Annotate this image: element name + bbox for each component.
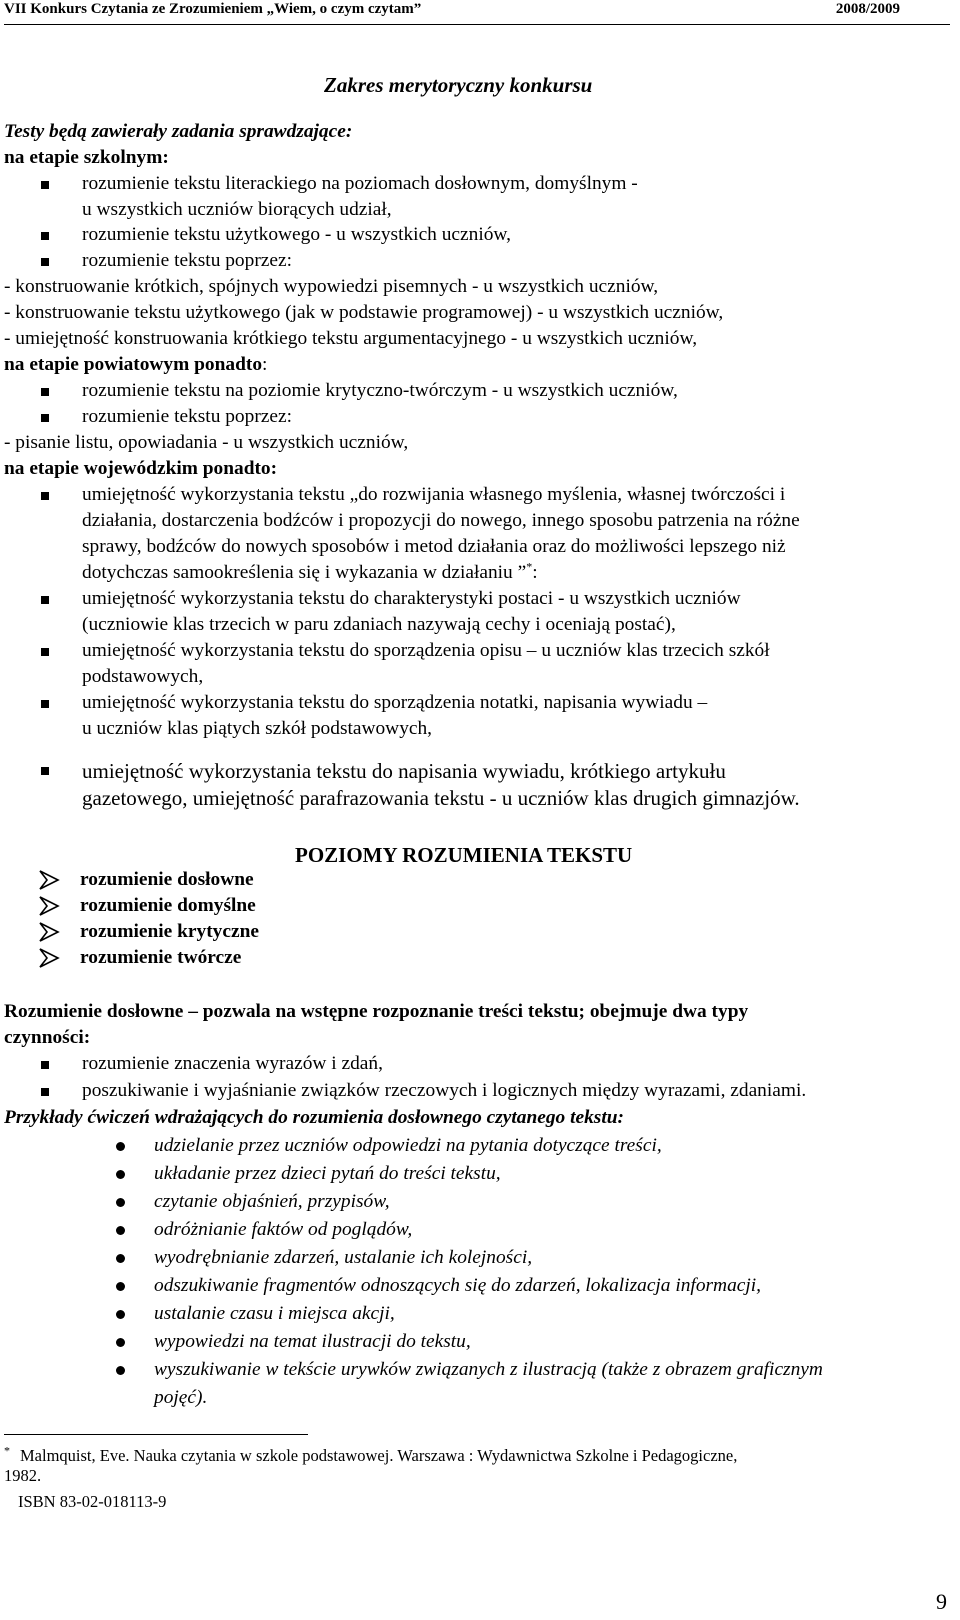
example-item-4: odróżnianie faktów od poglądów,: [154, 1219, 413, 1240]
square-bullet-icon: [41, 388, 49, 396]
footnote-line-2: 1982.: [4, 1466, 42, 1485]
footnote-mark: *: [4, 1443, 10, 1458]
example-item-6: odszukiwanie fragmentów odnoszących się do zdarzeń, lokalizacja informacji,: [154, 1275, 761, 1296]
footnote-line-1: [4, 1443, 738, 1466]
stage-voiv-bullet-1-l4: [82, 561, 538, 585]
level-item-4: rozumienie twórcze: [80, 947, 242, 968]
examples-title: Przykłady ćwiczeń wdrażających do rozumienia dosłownego czytanego tekstu:: [4, 1107, 624, 1128]
arrow-bullet-icon: [38, 895, 62, 917]
round-bullet-icon: [116, 1310, 125, 1319]
stage-voiv-bullet-1-l4-text: dotychczas samookreślenia się i wykazania w działaniu ”: [82, 562, 527, 583]
example-item-3: czytanie objaśnień, przypisów,: [154, 1191, 390, 1212]
example-item-9-cont: pojęć).: [154, 1387, 208, 1408]
literal-heading-l1: Rozumienie dosłowne – pozwala na wstępne rozpoznanie treści tekstu; obejmuje dwa typy: [4, 1001, 749, 1022]
stage-county-heading: na etapie powiatowym ponadto: [4, 354, 263, 375]
stage-voiv-bullet-1-l2: działania, dostarczenia bodźców i propozycji do nowego, innego sposobu patrzenia na różne: [82, 510, 800, 531]
round-bullet-icon: [116, 1254, 125, 1263]
arrow-bullet-icon: [38, 921, 62, 943]
stage-voiv-bullet-4-l2: u uczniów klas piątych szkół podstawowych,: [82, 718, 433, 739]
stage-voiv-bullet-3-l1: umiejętność wykorzystania tekstu do sporządzenia opisu – u uczniów klas trzecich szkół: [82, 640, 770, 661]
footnote-separator: [4, 1434, 308, 1435]
intro-heading: Testy będą zawierały zadania sprawdzające:: [4, 121, 353, 142]
stage-voiv-bullet-4-l1: umiejętność wykorzystania tekstu do sporządzenia notatki, napisania wywiadu –: [82, 692, 708, 713]
arrow-bullet-icon: [38, 947, 62, 969]
stage-voiv-bullet-5-l1: umiejętność wykorzystania tekstu do napisania wywiadu, krótkiego artykułu: [82, 759, 726, 783]
square-bullet-icon: [41, 596, 49, 604]
stage-school-bullet-3: rozumienie tekstu poprzez:: [82, 250, 292, 271]
level-item-3: rozumienie krytyczne: [80, 921, 259, 942]
stage-school-bullet-1-cont: u wszystkich uczniów biorących udział,: [82, 199, 392, 220]
stage-voiv-bullet-2-l2: (uczniowie klas trzecich w paru zdaniach nazywają cechy i oceniają postać),: [82, 614, 676, 635]
stage-voiv-bullet-3-l2: podstawowych,: [82, 666, 204, 687]
stage-county-dash-1: - pisanie listu, opowiadania - u wszystkich uczniów,: [4, 432, 409, 453]
square-bullet-icon: [41, 181, 49, 189]
example-item-1: udzielanie przez uczniów odpowiedzi na pytania dotyczące treści,: [154, 1135, 662, 1156]
levels-title: POZIOMY ROZUMIENIA TEKSTU: [295, 843, 633, 867]
example-item-2: układanie przez dzieci pytań do treści tekstu,: [154, 1163, 501, 1184]
example-item-5: wyodrębnianie zdarzeń, ustalanie ich kolejności,: [154, 1247, 533, 1268]
square-bullet-icon: [41, 232, 49, 240]
round-bullet-icon: [116, 1338, 125, 1347]
square-bullet-icon: [41, 1061, 49, 1069]
round-bullet-icon: [116, 1282, 125, 1291]
square-bullet-icon: [41, 767, 49, 775]
page-number: 9: [936, 1589, 947, 1614]
round-bullet-icon: [116, 1366, 125, 1375]
round-bullet-icon: [116, 1170, 125, 1179]
stage-school-dash-1: - konstruowanie krótkich, spójnych wypowiedzi pisemnych - u wszystkich uczniów,: [4, 276, 659, 297]
footnote-ref: *: [526, 559, 533, 574]
literal-heading-l2: czynności:: [4, 1027, 91, 1048]
stage-school-bullet-2: rozumienie tekstu użytkowego - u wszystkich uczniów,: [82, 224, 511, 245]
stage-voiv-bullet-1-end: :: [532, 562, 538, 583]
square-bullet-icon: [41, 492, 49, 500]
stage-school-dash-2: - konstruowanie tekstu użytkowego (jak w podstawie programowej) - u wszystkich uczniów,: [4, 302, 724, 323]
stage-voiv-bullet-1-l1: umiejętność wykorzystania tekstu „do rozwijania własnego myślenia, własnej twórczości i: [82, 484, 786, 505]
stage-school-dash-3: - umiejętność konstruowania krótkiego tekstu argumentacyjnego - u wszystkich uczniów,: [4, 328, 698, 349]
footnote-text-1: Malmquist, Eve. Nauka czytania w szkole podstawowej. Warszawa : Wydawnictwa Szkolne i Pedagogiczne,: [20, 1446, 738, 1465]
stage-voivodeship-heading: na etapie wojewódzkim ponadto:: [4, 458, 278, 479]
square-bullet-icon: [41, 648, 49, 656]
stage-county-bullet-2: rozumienie tekstu poprzez:: [82, 406, 292, 427]
stage-county-colon: :: [262, 354, 268, 375]
literal-bullet-2: poszukiwanie i wyjaśnianie związków rzeczowych i logicznych między wyrazami, zdaniami.: [82, 1080, 807, 1101]
square-bullet-icon: [41, 700, 49, 708]
header-year: 2008/2009: [835, 1, 900, 17]
round-bullet-icon: [116, 1198, 125, 1207]
square-bullet-icon: [41, 258, 49, 266]
header-title: VII Konkurs Czytania ze Zrozumieniem „Wiem, o czym czytam”: [4, 1, 422, 17]
section-title: Zakres merytoryczny konkursu: [324, 73, 593, 97]
square-bullet-icon: [41, 1088, 49, 1096]
round-bullet-icon: [116, 1142, 125, 1151]
page-header: [4, 0, 950, 25]
stage-county-bullet-1: rozumienie tekstu na poziomie krytyczno-twórczym - u wszystkich uczniów,: [82, 380, 678, 401]
stage-school-heading: na etapie szkolnym:: [4, 147, 169, 168]
arrow-bullet-icon: [38, 869, 62, 891]
example-item-9: wyszukiwanie w tekście urywków związanych z ilustracją (także z obrazem graficznym: [154, 1359, 823, 1380]
round-bullet-icon: [116, 1226, 125, 1235]
level-item-2: rozumienie domyślne: [80, 895, 256, 916]
example-item-7: ustalanie czasu i miejsca akcji,: [154, 1303, 395, 1324]
level-item-1: rozumienie dosłowne: [80, 869, 254, 890]
stage-voiv-bullet-5-l2: gazetowego, umiejętność parafrazowania tekstu - u uczniów klas drugich gimnazjów.: [82, 786, 800, 810]
literal-bullet-1: rozumienie znaczenia wyrazów i zdań,: [82, 1053, 383, 1074]
stage-school-bullet-1: rozumienie tekstu literackiego na poziomach dosłownym, domyślnym -: [82, 173, 638, 194]
stage-voiv-bullet-1-l3: sprawy, bodźców do nowych sposobów i metod działania oraz do możliwości lepszego niż: [82, 536, 786, 557]
example-item-8: wypowiedzi na temat ilustracji do tekstu,: [154, 1331, 471, 1352]
stage-county-heading-line: [4, 353, 267, 377]
footnote-isbn: ISBN 83-02-018113-9: [18, 1492, 167, 1511]
stage-voiv-bullet-2-l1: umiejętność wykorzystania tekstu do charakterystyki postaci - u wszystkich uczniów: [82, 588, 741, 609]
square-bullet-icon: [41, 414, 49, 422]
